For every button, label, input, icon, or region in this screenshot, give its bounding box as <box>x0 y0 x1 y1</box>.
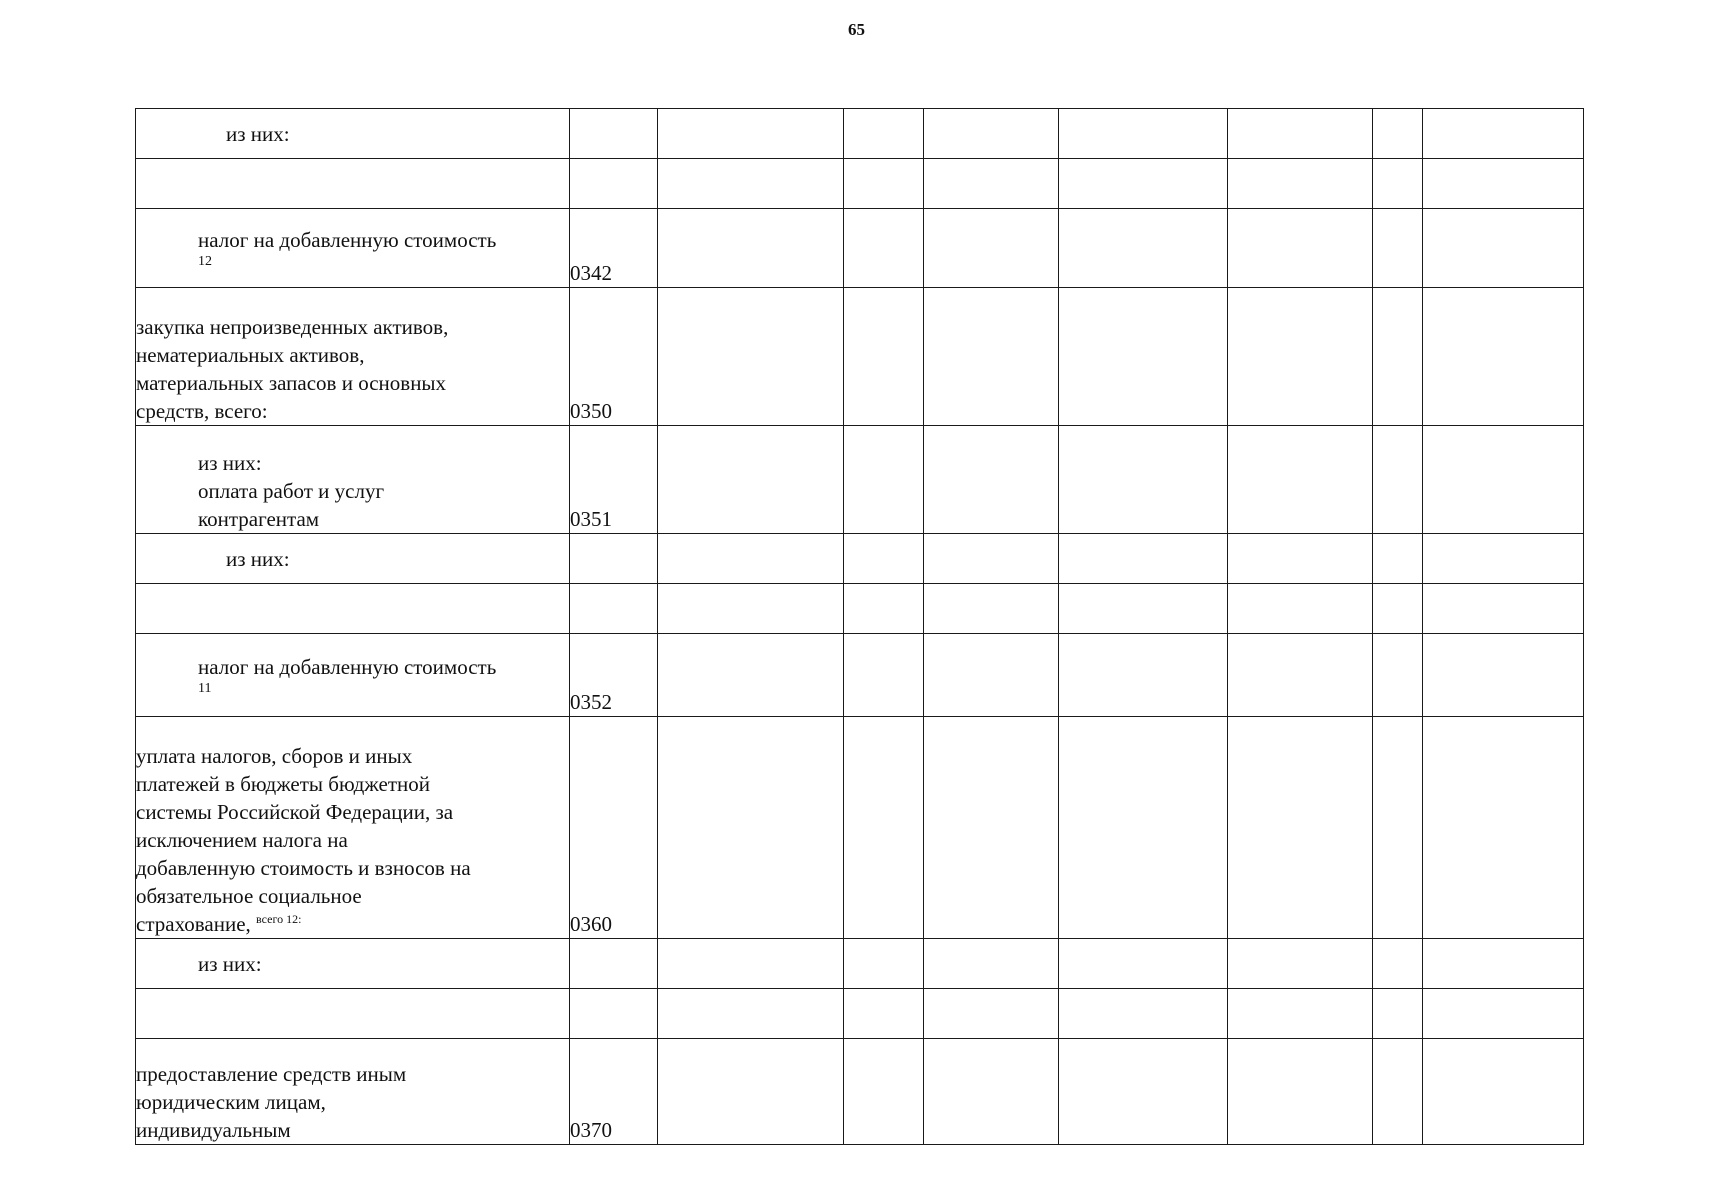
value-cell[interactable] <box>924 209 1059 288</box>
value-cell[interactable] <box>924 426 1059 534</box>
value-cell[interactable] <box>1059 989 1228 1039</box>
row-label: уплата налогов, сборов и иных платежей в бюджеты бюджетной системы Российской Федерации, за исключением налога на добавленную стоимость и взносов на обязательное социальное страхование, $^{всего 12:}$ <box>136 717 570 939</box>
value-cell[interactable] <box>1423 717 1584 939</box>
table-row <box>136 717 1584 939</box>
value-cell[interactable] <box>1373 288 1423 426</box>
value-cell[interactable] <box>1423 584 1584 634</box>
value-cell[interactable] <box>1059 209 1228 288</box>
value-cell[interactable] <box>1423 989 1584 1039</box>
value-cell[interactable] <box>1373 634 1423 717</box>
footnote-ref: 12 <box>198 254 212 269</box>
value-cell[interactable] <box>1228 209 1373 288</box>
row-label: из них: <box>136 534 570 584</box>
row-code: 0352 <box>570 634 658 717</box>
value-cell[interactable] <box>658 717 844 939</box>
row-label <box>136 159 570 209</box>
value-cell[interactable] <box>844 717 924 939</box>
value-cell[interactable] <box>924 939 1059 989</box>
value-cell[interactable] <box>1228 1039 1373 1145</box>
row-code: 0351 <box>570 426 658 534</box>
value-cell[interactable] <box>1228 989 1373 1039</box>
value-cell[interactable] <box>658 209 844 288</box>
value-cell[interactable] <box>1373 584 1423 634</box>
value-cell[interactable] <box>924 1039 1059 1145</box>
value-cell[interactable] <box>1423 426 1584 534</box>
value-cell[interactable] <box>658 159 844 209</box>
row-code: 0342 <box>570 209 658 288</box>
value-cell[interactable] <box>1059 109 1228 159</box>
row-label: из них: оплата работ и услуг контрагентам <box>136 426 570 534</box>
value-cell[interactable] <box>1228 534 1373 584</box>
table-row <box>136 209 1584 288</box>
value-cell[interactable] <box>844 584 924 634</box>
table-row <box>136 584 1584 634</box>
value-cell[interactable] <box>658 1039 844 1145</box>
value-cell[interactable] <box>844 634 924 717</box>
row-code <box>570 534 658 584</box>
value-cell[interactable] <box>1059 584 1228 634</box>
value-cell[interactable] <box>1423 209 1584 288</box>
row-code <box>570 584 658 634</box>
row-code <box>570 989 658 1039</box>
value-cell[interactable] <box>924 109 1059 159</box>
value-cell[interactable] <box>844 939 924 989</box>
row-code: 0360 <box>570 717 658 939</box>
table-row <box>136 534 1584 584</box>
value-cell[interactable] <box>924 989 1059 1039</box>
value-cell[interactable] <box>658 534 844 584</box>
row-code: 0350 <box>570 288 658 426</box>
value-cell[interactable] <box>1373 426 1423 534</box>
value-cell[interactable] <box>844 159 924 209</box>
row-code <box>570 109 658 159</box>
value-cell[interactable] <box>1373 939 1423 989</box>
value-cell[interactable] <box>1423 1039 1584 1145</box>
value-cell[interactable] <box>658 288 844 426</box>
table-row <box>136 634 1584 717</box>
value-cell[interactable] <box>1228 634 1373 717</box>
row-code <box>570 939 658 989</box>
value-cell[interactable] <box>844 288 924 426</box>
table-row <box>136 159 1584 209</box>
value-cell[interactable] <box>924 288 1059 426</box>
value-cell[interactable] <box>1423 109 1584 159</box>
value-cell[interactable] <box>1228 288 1373 426</box>
value-cell[interactable] <box>1423 634 1584 717</box>
row-label: закупка непроизведенных активов, нематериальных активов, материальных запасов и основных средств, всего: <box>136 288 570 426</box>
value-cell[interactable] <box>658 426 844 534</box>
value-cell[interactable] <box>844 534 924 584</box>
value-cell[interactable] <box>658 634 844 717</box>
value-cell[interactable] <box>1373 159 1423 209</box>
table-row <box>136 939 1584 989</box>
footnote-ref: 11 <box>198 681 212 696</box>
value-cell[interactable] <box>924 159 1059 209</box>
row-label: налог на добавленную стоимость 12 <box>136 209 570 288</box>
value-cell[interactable] <box>1373 1039 1423 1145</box>
table-row <box>136 288 1584 426</box>
value-cell[interactable] <box>1228 426 1373 534</box>
row-label <box>136 989 570 1039</box>
value-cell[interactable] <box>1228 109 1373 159</box>
value-cell[interactable] <box>1228 584 1373 634</box>
row-label <box>136 584 570 634</box>
value-cell[interactable] <box>844 1039 924 1145</box>
row-label: из них: <box>136 939 570 989</box>
value-cell[interactable] <box>1059 534 1228 584</box>
value-cell[interactable] <box>1059 717 1228 939</box>
table-row <box>136 426 1584 534</box>
value-cell[interactable] <box>658 109 844 159</box>
value-cell[interactable] <box>924 584 1059 634</box>
row-label: предоставление средств иным юридическим лицам, индивидуальным <box>136 1039 570 1145</box>
footnote-ref: всего 12: <box>256 912 302 926</box>
value-cell[interactable] <box>844 209 924 288</box>
value-cell[interactable] <box>658 939 844 989</box>
value-cell[interactable] <box>1059 426 1228 534</box>
value-cell[interactable] <box>844 989 924 1039</box>
value-cell[interactable] <box>1228 159 1373 209</box>
table-row <box>136 109 1584 159</box>
report-table <box>135 108 1584 1145</box>
page-number: 65 <box>848 20 865 39</box>
value-cell[interactable] <box>844 109 924 159</box>
value-cell[interactable] <box>1059 634 1228 717</box>
row-label: из них: <box>136 109 570 159</box>
row-label: налог на добавленную стоимость 11 <box>136 634 570 717</box>
table-row <box>136 1039 1584 1145</box>
value-cell[interactable] <box>1423 288 1584 426</box>
value-cell[interactable] <box>1373 534 1423 584</box>
value-cell[interactable] <box>1059 159 1228 209</box>
value-cell[interactable] <box>1373 209 1423 288</box>
value-cell[interactable] <box>1059 288 1228 426</box>
value-cell[interactable] <box>1228 939 1373 989</box>
table-row <box>136 989 1584 1039</box>
value-cell[interactable] <box>1423 159 1584 209</box>
value-cell[interactable] <box>924 634 1059 717</box>
value-cell[interactable] <box>924 534 1059 584</box>
value-cell[interactable] <box>924 717 1059 939</box>
value-cell[interactable] <box>1423 534 1584 584</box>
value-cell[interactable] <box>658 989 844 1039</box>
value-cell[interactable] <box>1228 717 1373 939</box>
value-cell[interactable] <box>1373 717 1423 939</box>
value-cell[interactable] <box>1373 989 1423 1039</box>
value-cell[interactable] <box>1423 939 1584 989</box>
row-code: 0370 <box>570 1039 658 1145</box>
value-cell[interactable] <box>1373 109 1423 159</box>
row-code <box>570 159 658 209</box>
value-cell[interactable] <box>1059 939 1228 989</box>
value-cell[interactable] <box>1059 1039 1228 1145</box>
value-cell[interactable] <box>844 426 924 534</box>
value-cell[interactable] <box>658 584 844 634</box>
